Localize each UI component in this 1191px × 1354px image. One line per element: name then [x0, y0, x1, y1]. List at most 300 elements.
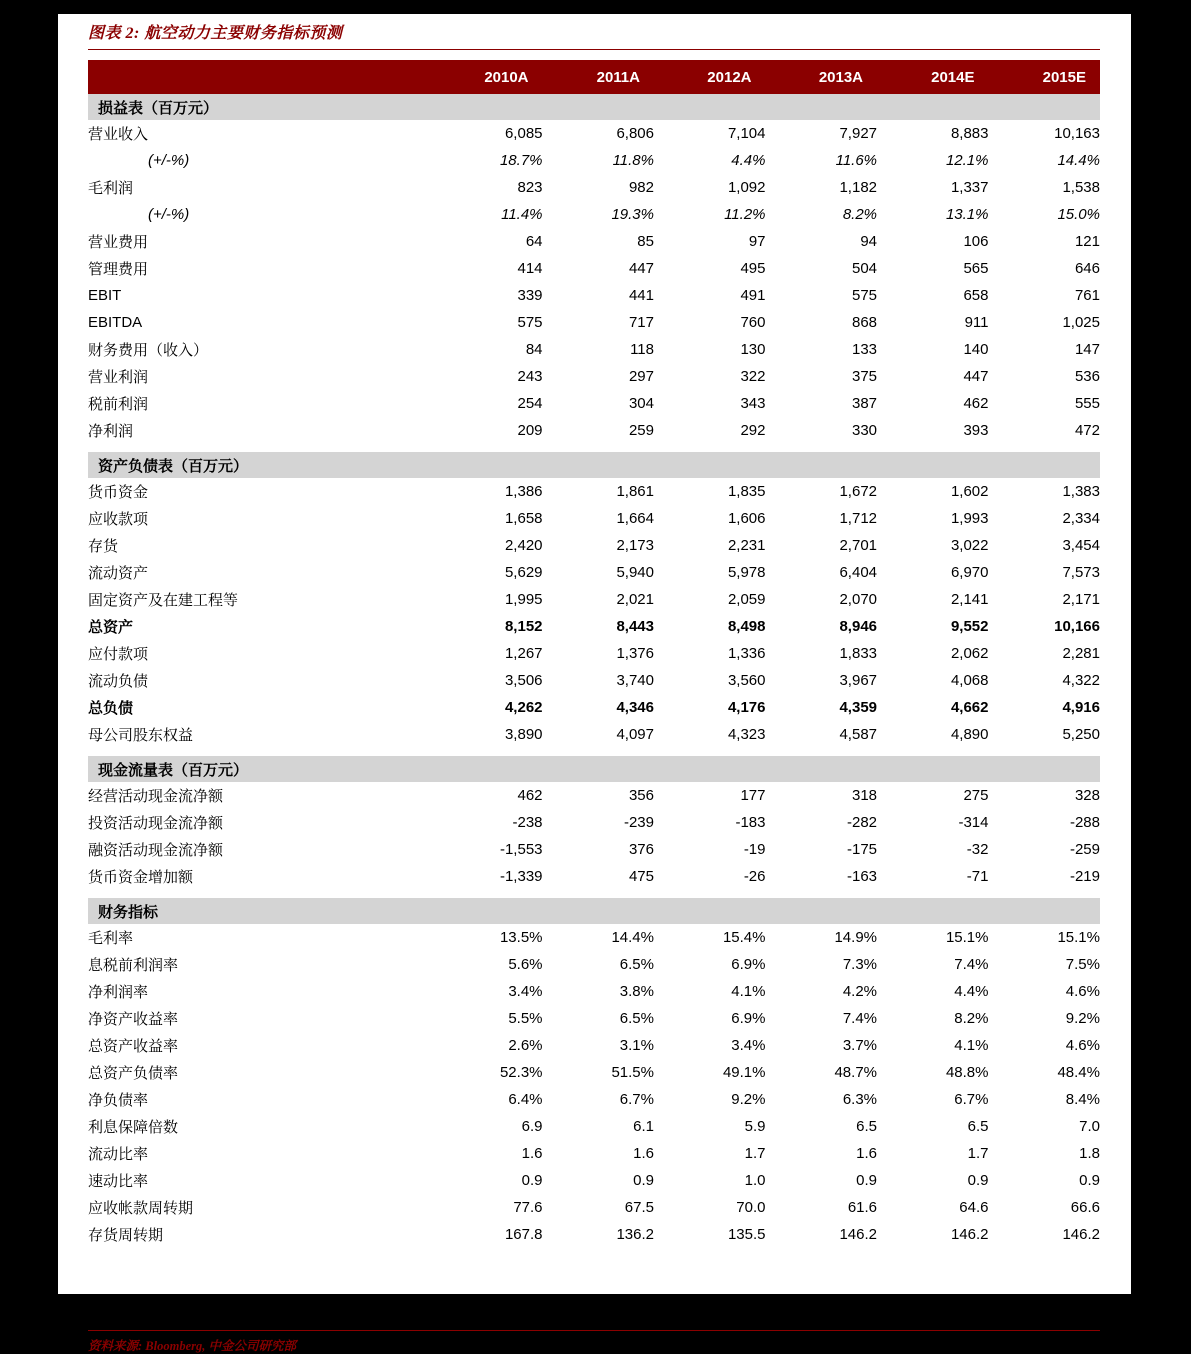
table-row — [88, 809, 1100, 836]
table-row — [88, 1167, 1100, 1194]
row-value: 328 — [1074, 787, 1100, 804]
table-section-header — [88, 452, 1100, 478]
row-value: 52.3% — [499, 1064, 543, 1081]
row-value: 18.7% — [499, 152, 543, 169]
row-label: 存货周转期 — [88, 1227, 164, 1244]
row-value: 1,538 — [1062, 179, 1100, 196]
row-value: 5,978 — [727, 564, 766, 581]
row-value: 2,021 — [616, 591, 654, 608]
row-value: 7.3% — [842, 956, 878, 973]
row-value: -175 — [846, 841, 878, 858]
table-row — [88, 1140, 1100, 1167]
table-row — [88, 336, 1100, 363]
table-row — [88, 640, 1100, 667]
row-label: 流动负债 — [88, 673, 149, 690]
row-label: 总资产收益率 — [88, 1038, 179, 1055]
column-header-2010a: 2010A — [484, 68, 529, 86]
row-value: 3,022 — [950, 537, 989, 554]
row-value: 13.5% — [499, 929, 543, 946]
row-value: 982 — [628, 179, 654, 196]
table-row — [88, 836, 1100, 863]
row-value: 7,104 — [727, 125, 766, 142]
row-value: 5.6% — [508, 956, 543, 973]
row-value: 136.2 — [616, 1226, 654, 1243]
table-section-header — [88, 756, 1100, 782]
row-value: 2,173 — [616, 537, 654, 554]
row-value: 1,092 — [727, 179, 766, 196]
row-value: 1,602 — [950, 483, 989, 500]
row-value: 6.1 — [633, 1118, 654, 1135]
table-body — [88, 94, 1100, 1248]
row-value: 2,070 — [839, 591, 878, 608]
table-row — [88, 363, 1100, 390]
row-value: 48.4% — [1057, 1064, 1100, 1081]
table-row — [88, 147, 1100, 174]
row-value: 1.6 — [633, 1145, 654, 1162]
row-value: 462 — [963, 395, 989, 412]
row-value: 85 — [637, 233, 654, 250]
table-spacer-row — [88, 748, 1100, 756]
table-row — [88, 532, 1100, 559]
row-value: 1,995 — [504, 591, 543, 608]
row-label: 存货 — [88, 538, 119, 555]
row-value: 121 — [1074, 233, 1100, 250]
row-label: 固定资产及在建工程等 — [88, 592, 239, 609]
row-value: 146.2 — [839, 1226, 878, 1243]
row-value: 1.8 — [1079, 1145, 1100, 1162]
row-value: 15.0% — [1057, 206, 1100, 223]
row-value: 0.9 — [1079, 1172, 1100, 1189]
table-row — [88, 120, 1100, 147]
row-value: 4,097 — [616, 726, 654, 743]
row-value: 2,171 — [1062, 591, 1100, 608]
row-value: 7.0 — [1079, 1118, 1100, 1135]
row-value: 2,420 — [504, 537, 543, 554]
row-value: 97 — [748, 233, 766, 250]
row-label: 总资产 — [88, 619, 134, 636]
row-value: 130 — [740, 341, 766, 358]
row-value: 292 — [740, 422, 766, 439]
table-row — [88, 1005, 1100, 1032]
table-row — [88, 951, 1100, 978]
row-value: 0.9 — [967, 1172, 989, 1189]
row-value: 5.9 — [744, 1118, 766, 1135]
row-value: 2,231 — [727, 537, 766, 554]
table-row — [88, 255, 1100, 282]
row-value: 1.6 — [521, 1145, 543, 1162]
row-value: 49.1% — [722, 1064, 766, 1081]
row-value: 146.2 — [1062, 1226, 1100, 1243]
table-header-row — [88, 60, 1100, 94]
row-value: 11.6% — [835, 152, 878, 169]
row-value: 3.4% — [731, 1037, 766, 1054]
row-value: 5,940 — [616, 564, 654, 581]
row-value: 472 — [1074, 422, 1100, 439]
row-value: 8,946 — [839, 618, 878, 635]
row-value: 8,443 — [616, 618, 654, 635]
row-value: 4,359 — [839, 699, 878, 716]
row-value: 12.1% — [945, 152, 989, 169]
row-value: 14.4% — [611, 929, 654, 946]
row-value: 375 — [851, 368, 878, 385]
row-value: 1,182 — [839, 179, 878, 196]
row-value: 77.6 — [513, 1199, 543, 1216]
table-row — [88, 1086, 1100, 1113]
row-value: 318 — [851, 787, 878, 804]
row-value: 6.9 — [521, 1118, 543, 1135]
row-value: 6.9% — [731, 1010, 766, 1027]
row-value: 7.5% — [1065, 956, 1100, 973]
row-label: 速动比率 — [88, 1173, 149, 1190]
row-value: 868 — [851, 314, 878, 331]
row-value: 717 — [628, 314, 654, 331]
row-value: 106 — [963, 233, 989, 250]
row-value: 15.4% — [722, 929, 766, 946]
row-value: 13.1% — [945, 206, 989, 223]
row-value: 760 — [740, 314, 766, 331]
row-value: 6.5 — [967, 1118, 989, 1135]
row-value: 4,322 — [1062, 672, 1100, 689]
row-value: 4,916 — [1062, 699, 1100, 716]
row-value: 761 — [1074, 287, 1100, 304]
row-value: 4,068 — [950, 672, 989, 689]
table-row — [88, 1221, 1100, 1248]
row-value: 339 — [517, 287, 543, 304]
row-label: (+/-%) — [148, 206, 190, 223]
row-value: -26 — [743, 868, 766, 885]
row-value: 4.4% — [954, 983, 989, 1000]
row-label: 财务费用（收入） — [88, 342, 209, 359]
row-value: 387 — [851, 395, 878, 412]
row-value: 6,404 — [839, 564, 878, 581]
row-value: 2,062 — [950, 645, 989, 662]
row-value: 6.4% — [508, 1091, 543, 1108]
table-row — [88, 924, 1100, 951]
row-value: 3,890 — [504, 726, 543, 743]
column-header-2014e: 2014E — [931, 68, 975, 86]
row-value: 4,662 — [950, 699, 989, 716]
row-value: 94 — [860, 233, 878, 250]
table-row — [88, 505, 1100, 532]
row-value: 6,806 — [616, 125, 654, 142]
row-value: 8.2% — [954, 1010, 989, 1027]
row-value: 3.4% — [508, 983, 543, 1000]
section-title: 财务指标 — [88, 898, 1100, 924]
row-label: 营业费用 — [88, 234, 149, 251]
row-value: 646 — [1074, 260, 1100, 277]
column-header-2012a: 2012A — [707, 68, 752, 86]
row-value: 3.7% — [842, 1037, 878, 1054]
row-value: -163 — [846, 868, 878, 885]
row-value: 2,701 — [839, 537, 878, 554]
row-value: -238 — [512, 814, 543, 831]
row-label: 毛利率 — [88, 930, 134, 947]
row-value: 84 — [525, 341, 543, 358]
row-value: 536 — [1074, 368, 1100, 385]
table-head — [88, 60, 1100, 94]
row-value: 147 — [1074, 341, 1100, 358]
row-value: 243 — [517, 368, 543, 385]
row-value: 4,262 — [504, 699, 543, 716]
row-value: 2,334 — [1062, 510, 1100, 527]
row-value: 495 — [740, 260, 766, 277]
row-label: 流动资产 — [88, 565, 149, 582]
row-value: 4.1% — [954, 1037, 989, 1054]
row-value: 823 — [517, 179, 543, 196]
row-label: 净资产收益率 — [88, 1011, 179, 1028]
page-title: 图表 2: 航空动力主要财务指标预测 — [88, 25, 343, 42]
row-value: 1,267 — [504, 645, 543, 662]
row-value: -239 — [623, 814, 654, 831]
row-value: 5,629 — [504, 564, 543, 581]
row-value: 4.1% — [731, 983, 766, 1000]
table-row — [88, 201, 1100, 228]
row-label: 经营活动现金流净额 — [88, 788, 224, 805]
row-label: 营业收入 — [88, 126, 149, 143]
row-value: 64 — [525, 233, 543, 250]
row-value: 2.6% — [508, 1037, 543, 1054]
row-value: 4,587 — [839, 726, 878, 743]
source-note: 资料来源: Bloomberg, 中金公司研究部 — [88, 1339, 296, 1353]
row-value: 1.7 — [967, 1145, 989, 1162]
row-value: 1,025 — [1062, 314, 1100, 331]
footer — [0, 1330, 1191, 1354]
row-value: -314 — [958, 814, 989, 831]
row-value: 297 — [628, 368, 654, 385]
table-spacer-row — [88, 890, 1100, 898]
row-value: 4.2% — [842, 983, 878, 1000]
row-value: 6.3% — [842, 1091, 878, 1108]
row-value: 118 — [630, 341, 654, 358]
table-row — [88, 559, 1100, 586]
row-value: 3.1% — [619, 1037, 654, 1054]
row-value: 414 — [517, 260, 543, 277]
table-row — [88, 1059, 1100, 1086]
table-row — [88, 417, 1100, 444]
table-row — [88, 721, 1100, 748]
row-value: 259 — [628, 422, 654, 439]
row-value: 66.6 — [1070, 1199, 1100, 1216]
row-value: 0.9 — [521, 1172, 543, 1189]
row-value: -71 — [966, 868, 989, 885]
table-row — [88, 586, 1100, 613]
table-row — [88, 667, 1100, 694]
row-value: -219 — [1069, 868, 1100, 885]
row-label: EBIT — [88, 287, 122, 304]
table-row — [88, 478, 1100, 505]
row-value: 67.5 — [624, 1199, 654, 1216]
row-label: 母公司股东权益 — [88, 727, 194, 744]
row-value: -32 — [966, 841, 989, 858]
row-value: 167.8 — [504, 1226, 543, 1243]
row-value: 1.7 — [744, 1145, 766, 1162]
row-value: 3,560 — [727, 672, 766, 689]
row-value: 8.4% — [1065, 1091, 1100, 1108]
row-value: -259 — [1069, 841, 1100, 858]
spacer-cell — [88, 890, 1100, 898]
table-row — [88, 782, 1100, 809]
row-value: 10,163 — [1054, 125, 1100, 142]
row-label: 融资活动现金流净额 — [88, 842, 224, 859]
row-value: 1,383 — [1062, 483, 1100, 500]
row-value: 447 — [963, 368, 989, 385]
row-value: 140 — [963, 341, 989, 358]
row-label: 息税前利润率 — [88, 957, 179, 974]
row-value: 5,250 — [1062, 726, 1100, 743]
row-value: 1,658 — [504, 510, 543, 527]
table-row — [88, 174, 1100, 201]
row-value: 6.5 — [856, 1118, 878, 1135]
row-label: 应收帐款周转期 — [88, 1200, 194, 1217]
table-row — [88, 228, 1100, 255]
row-label: (+/-%) — [148, 152, 190, 169]
row-value: 6.9% — [731, 956, 766, 973]
row-value: 4.6% — [1065, 1037, 1100, 1054]
row-value: -1,553 — [499, 841, 543, 858]
table-row — [88, 613, 1100, 640]
row-value: 8.2% — [842, 206, 878, 223]
row-label: 应付款项 — [88, 646, 149, 663]
financial-table-container — [0, 50, 1191, 1248]
column-header-2015e: 2015E — [1042, 68, 1086, 86]
row-value: 48.8% — [945, 1064, 989, 1081]
row-value: 491 — [740, 287, 766, 304]
row-value: 3.8% — [619, 983, 654, 1000]
row-value: 575 — [851, 287, 878, 304]
row-value: 6.7% — [619, 1091, 654, 1108]
row-value: -282 — [846, 814, 878, 831]
row-value: 1,606 — [727, 510, 766, 527]
row-label: 总负债 — [88, 700, 134, 717]
row-value: 356 — [628, 787, 654, 804]
row-label: 货币资金 — [88, 484, 149, 501]
row-value: 393 — [963, 422, 989, 439]
page-margin-left — [0, 0, 58, 1354]
row-value: 1,835 — [727, 483, 766, 500]
row-label: 税前利润 — [88, 396, 149, 413]
row-value: 322 — [740, 368, 766, 385]
row-value: 1,993 — [950, 510, 989, 527]
row-value: 0.9 — [856, 1172, 878, 1189]
row-value: 1,336 — [727, 645, 766, 662]
spacer-cell — [88, 748, 1100, 756]
row-label: 流动比率 — [88, 1146, 149, 1163]
row-value: 1,861 — [616, 483, 654, 500]
row-value: 343 — [740, 395, 766, 412]
row-value: 2,141 — [950, 591, 989, 608]
row-value: 504 — [851, 260, 878, 277]
row-value: 6.7% — [954, 1091, 989, 1108]
row-label: 总资产负债率 — [88, 1065, 179, 1082]
row-value: -288 — [1069, 814, 1100, 831]
row-value: 0.9 — [633, 1172, 654, 1189]
row-value: 6.5% — [619, 1010, 654, 1027]
page-margin-right — [1131, 0, 1191, 1354]
row-value: 658 — [963, 287, 989, 304]
row-value: 304 — [628, 395, 654, 412]
row-value: 1,712 — [839, 510, 878, 527]
table-row — [88, 1032, 1100, 1059]
row-value: 9,552 — [950, 618, 989, 635]
row-label: 毛利润 — [88, 180, 134, 197]
row-value: 5.5% — [508, 1010, 543, 1027]
row-value: 9.2% — [1065, 1010, 1100, 1027]
table-row — [88, 1194, 1100, 1221]
row-label: 利息保障倍数 — [88, 1119, 179, 1136]
table-row — [88, 863, 1100, 890]
row-value: 4,176 — [727, 699, 766, 716]
row-value: 1,337 — [950, 179, 989, 196]
row-value: 4.6% — [1065, 983, 1100, 1000]
row-value: 15.1% — [945, 929, 989, 946]
table-row — [88, 390, 1100, 417]
row-value: 1,376 — [616, 645, 654, 662]
table-row — [88, 978, 1100, 1005]
section-title: 现金流量表（百万元） — [88, 756, 1100, 782]
row-label: 货币资金增加额 — [88, 869, 194, 886]
row-value: 3,454 — [1062, 537, 1100, 554]
financial-table — [88, 60, 1100, 1248]
row-value: 70.0 — [736, 1199, 766, 1216]
row-value: 8,498 — [727, 618, 766, 635]
row-value: 462 — [517, 787, 543, 804]
row-value: -19 — [743, 841, 766, 858]
row-value: 209 — [517, 422, 543, 439]
row-label: 应收款项 — [88, 511, 149, 528]
row-value: 64.6 — [959, 1199, 989, 1216]
row-value: 2,281 — [1062, 645, 1100, 662]
row-value: 19.3% — [611, 206, 654, 223]
row-value: 15.1% — [1057, 929, 1100, 946]
page-margin-top — [0, 0, 1191, 14]
row-value: -1,339 — [499, 868, 543, 885]
section-title: 损益表（百万元） — [88, 94, 1100, 120]
row-value: 4,890 — [950, 726, 989, 743]
row-value: 7,927 — [839, 125, 878, 142]
row-value: 3,506 — [504, 672, 543, 689]
table-section-header — [88, 94, 1100, 120]
column-header-2013a: 2013A — [818, 68, 864, 86]
row-value: 11.4% — [501, 206, 543, 223]
row-value: 4,346 — [616, 699, 654, 716]
row-value: 14.4% — [1057, 152, 1100, 169]
table-spacer-row — [88, 444, 1100, 452]
table-row — [88, 282, 1100, 309]
column-header-label — [88, 60, 431, 94]
row-value: 9.2% — [731, 1091, 766, 1108]
table-section-header — [88, 898, 1100, 924]
row-value: 48.7% — [834, 1064, 878, 1081]
row-value: 11.8% — [612, 152, 654, 169]
row-value: 254 — [517, 395, 543, 412]
row-label: 投资活动现金流净额 — [88, 815, 224, 832]
row-value: 135.5 — [727, 1226, 766, 1243]
row-label: 净利润 — [88, 423, 134, 440]
row-value: 4.4% — [731, 152, 766, 169]
row-value: 441 — [628, 287, 654, 304]
row-label: EBITDA — [88, 314, 143, 331]
row-value: 330 — [851, 422, 878, 439]
row-value: 1.6 — [856, 1145, 878, 1162]
row-value: 6,970 — [950, 564, 989, 581]
row-value: 3,740 — [616, 672, 654, 689]
row-value: 61.6 — [847, 1199, 878, 1216]
row-value: -183 — [735, 814, 766, 831]
row-value: 8,883 — [950, 125, 989, 142]
row-label: 营业利润 — [88, 369, 149, 386]
row-value: 1,833 — [839, 645, 878, 662]
table-row — [88, 309, 1100, 336]
